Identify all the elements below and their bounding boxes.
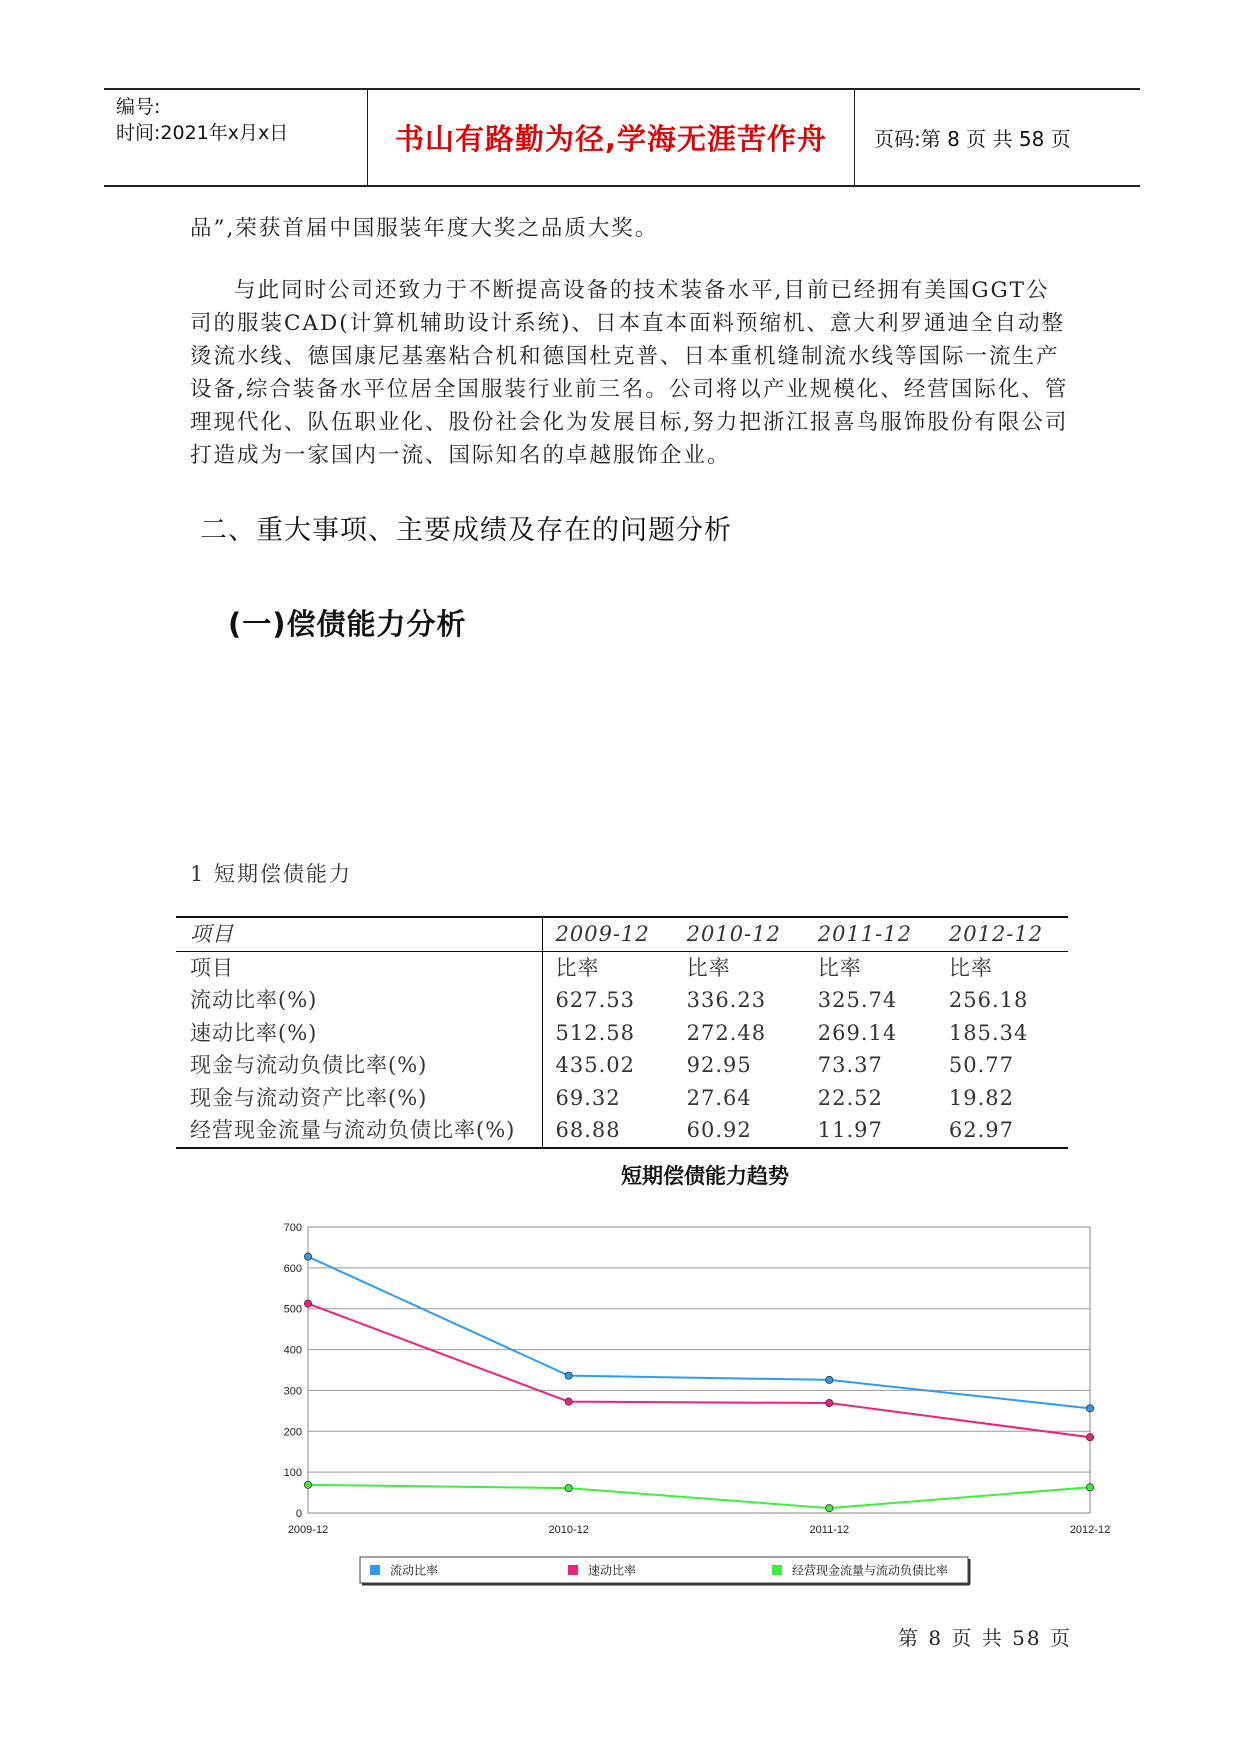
table-cell: 现金与流动负债比率(%) [176, 1049, 543, 1082]
plot-area [308, 1227, 1090, 1513]
table-cell: 325.74 [817, 988, 898, 1012]
table-cell: 336.23 [686, 988, 767, 1012]
table-header-cell: 2012-12 [937, 917, 1068, 951]
table-row [176, 1017, 1068, 1050]
table-cell: 比率 [817, 955, 862, 980]
header-time: 时间:2021年x月x日 [116, 122, 289, 144]
table-cell: 185.34 [948, 1020, 1029, 1045]
section-heading: 二、重大事项、主要成绩及存在的问题分析 [200, 515, 732, 546]
legend-label: 速动比率 [588, 1563, 637, 1578]
table-cell: 27.64 [686, 1085, 752, 1110]
page-header [104, 88, 1140, 187]
table-cell: 比率 [948, 955, 993, 980]
y-tick-label: 600 [283, 1262, 302, 1275]
legend-label: 经营现金流量与流动负债比率 [792, 1563, 949, 1578]
data-point [565, 1485, 572, 1492]
y-tick-label: 700 [283, 1222, 302, 1234]
table-cell: 92.95 [686, 1053, 752, 1077]
y-tick-label: 500 [283, 1303, 302, 1316]
header-meta [104, 90, 366, 185]
page-footer: 第 8 页 共 58 页 [898, 1626, 1072, 1650]
table-cell: 435.02 [555, 1053, 635, 1077]
table-cell: 73.37 [817, 1053, 883, 1077]
table-row [176, 1082, 1068, 1115]
x-tick-label: 2012-12 [1069, 1524, 1111, 1536]
paragraph-1: 品”,荣获首届中国服装年度大奖之品质大奖。 [190, 216, 659, 241]
header-motto: 书山有路勤为径,学海无涯苦作舟 [367, 90, 855, 185]
table-caption: 1 短期偿债能力 [190, 862, 353, 886]
legend-swatch [568, 1565, 578, 1575]
data-point [826, 1376, 833, 1383]
table-row [176, 951, 1068, 984]
legend-swatch [370, 1565, 380, 1575]
legend-label: 流动比率 [390, 1563, 439, 1578]
table-row [176, 1114, 1068, 1148]
chart-title: 短期偿债能力趋势 [621, 1164, 789, 1188]
table-cell: 比率 [555, 955, 600, 980]
table-cell: 速动比率(%) [176, 1017, 543, 1050]
table-cell: 22.52 [817, 1085, 883, 1110]
paragraph-2: 与此同时公司还致力于不断提高设备的技术装备水平,目前已经拥有美国GGT公司的服装CAD(计算机辅助设计系统)、日本直本面料预缩机、意大利罗通迪全自动整烫流水线、德国康尼基塞粘合机和德国杜克普、日本重机缝制流水线等国际一流生产设备,综合装备水平位居全国服装行业前三名。公司将以产业规模化、经营国际化、管理现代化、队伍职业化、股份社会化为发展目标,努力把浙江报喜鸟服饰股份有限公司打造成为一家国内一流、国际知名的卓越服饰企业。 [190, 278, 1069, 468]
data-point [565, 1372, 572, 1379]
data-point [304, 1253, 311, 1260]
table-cell: 269.14 [817, 1020, 898, 1045]
table-cell: 68.88 [543, 1114, 675, 1148]
data-point [826, 1399, 833, 1406]
table-header-row [176, 917, 1068, 951]
y-tick-label: 200 [283, 1426, 302, 1439]
header-number: 编号: [116, 96, 161, 118]
data-point [1086, 1405, 1093, 1412]
table-cell: 19.82 [948, 1085, 1014, 1110]
legend-swatch [772, 1565, 782, 1575]
data-point [304, 1481, 311, 1488]
table-cell: 60.92 [675, 1114, 806, 1148]
x-tick-label: 2011-12 [809, 1524, 850, 1536]
table-cell: 项目 [176, 951, 543, 984]
table-cell: 272.48 [686, 1020, 767, 1045]
table-cell: 256.18 [948, 988, 1029, 1012]
y-tick-label: 300 [283, 1385, 302, 1398]
subsection-heading: (一)偿债能力分析 [228, 607, 467, 641]
data-point [1086, 1484, 1093, 1491]
table-cell: 512.58 [555, 1020, 635, 1045]
ratio-table [176, 916, 1068, 1149]
y-tick-label: 400 [283, 1344, 302, 1357]
table-header-cell: 2010-12 [675, 917, 806, 951]
x-tick-label: 2009-12 [287, 1524, 329, 1536]
table-header-cell: 2011-12 [806, 917, 937, 951]
data-point [565, 1398, 572, 1405]
table-cell: 流动比率(%) [176, 984, 543, 1017]
data-point [826, 1505, 833, 1512]
data-point [304, 1300, 311, 1307]
table-cell: 11.97 [806, 1114, 937, 1148]
table-header-cell: 项目 [176, 917, 543, 951]
header-page-number: 页码:第 8 页 共 58 页 [874, 127, 1071, 151]
table-header-cell: 2009-12 [543, 917, 675, 951]
table-row [176, 984, 1068, 1017]
table-cell: 现金与流动资产比率(%) [176, 1082, 543, 1115]
table-cell: 69.32 [555, 1085, 621, 1110]
table-cell: 62.97 [937, 1114, 1068, 1148]
y-tick-label: 0 [295, 1508, 302, 1520]
table-cell: 比率 [686, 955, 731, 980]
y-tick-label: 100 [283, 1467, 302, 1480]
table-cell: 627.53 [555, 988, 635, 1012]
table-cell: 经营现金流量与流动负债比率(%) [176, 1114, 543, 1148]
table-cell: 50.77 [948, 1053, 1014, 1077]
line-chart [270, 1155, 1130, 1615]
table-row [176, 1049, 1068, 1082]
x-tick-label: 2010-12 [548, 1524, 589, 1536]
data-point [1086, 1434, 1093, 1441]
